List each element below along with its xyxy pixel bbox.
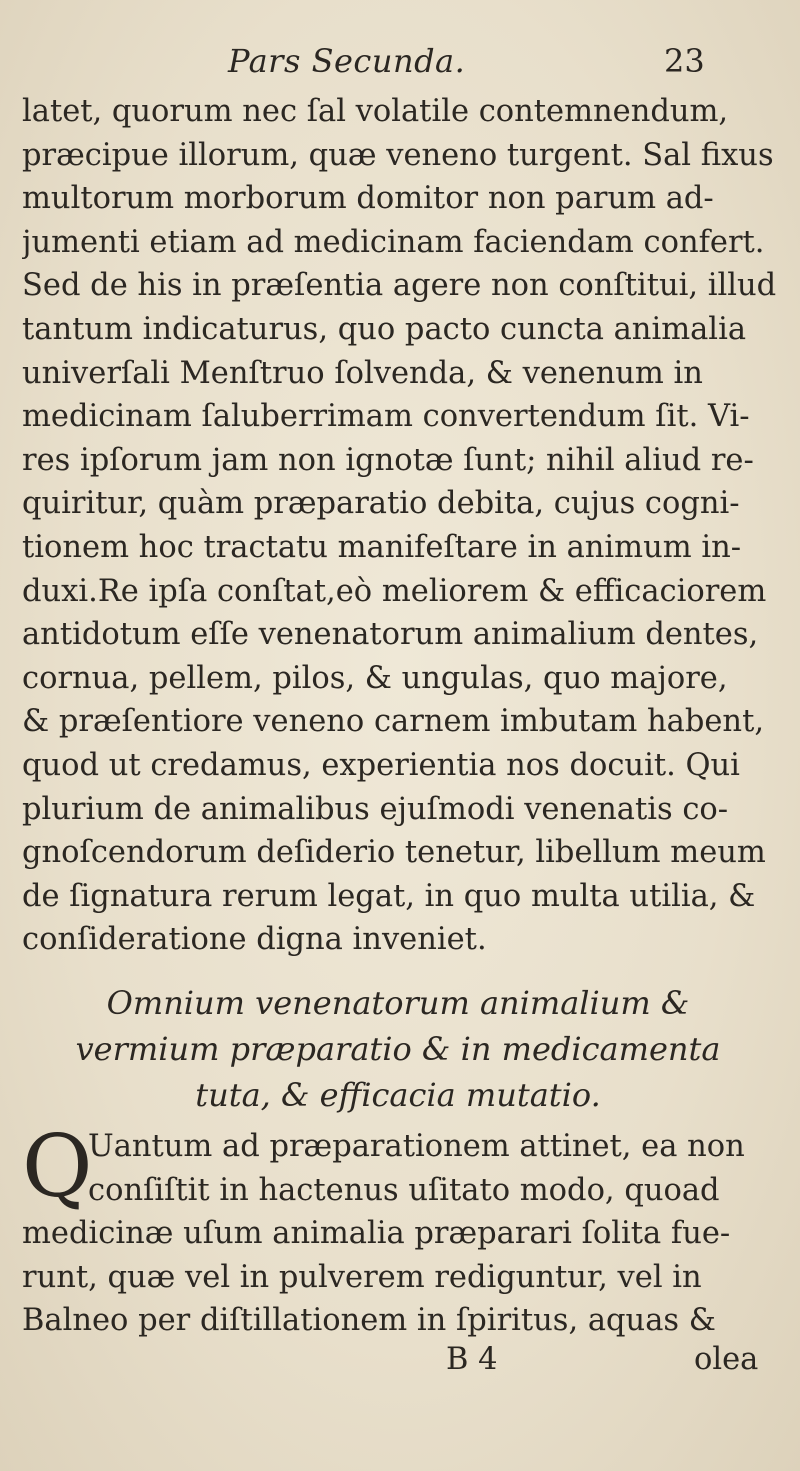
text-line: runt, quæ vel in pulverem rediguntur, vel in	[22, 1259, 702, 1295]
page-footer	[0, 1342, 800, 1386]
section-heading	[28, 980, 768, 1118]
heading-line: Omnium venenatorum animalium &	[106, 984, 690, 1022]
text-line: præcipue illorum, quæ veneno turgent. Sal fixus	[22, 137, 774, 173]
paragraph-2	[22, 1117, 782, 1343]
text-line: Sed de his in præſentia agere non conſtitui, illud	[22, 268, 777, 304]
signature-mark: B 4	[446, 1342, 498, 1377]
paragraph-1	[22, 90, 782, 962]
text-line: univerſali Menſtruo ſolvenda, & venenum in	[22, 355, 703, 391]
page-header	[0, 42, 800, 92]
text-line: antidotum eſſe venenatorum animalium dentes,	[22, 617, 759, 653]
text-line: conſideratione digna inveniet.	[22, 922, 487, 958]
drop-cap: Q	[22, 1117, 93, 1217]
text-line: medicinam ſaluberrimam convertendum ſit. Vi-	[22, 399, 750, 435]
text-line: multorum morborum domitor non parum ad-	[22, 181, 714, 217]
text-line: & præſentiore veneno carnem imbutam habent,	[22, 704, 765, 740]
text-line: tionem hoc tractatu manifeſtare in animum in-	[22, 529, 742, 565]
text-line: plurium de animalibus ejuſmodi venenatis co-	[22, 791, 729, 827]
text-line: conſiſtit in hactenus uſitato modo, quoad	[88, 1172, 720, 1208]
text-line: medicinæ uſum animalia præparari ſolita fue-	[22, 1216, 731, 1252]
page-number: 23	[664, 42, 705, 80]
heading-line: vermium præparatio & in medicamenta	[75, 1030, 721, 1068]
text-line: jumenti etiam ad medicinam faciendam confert.	[22, 224, 765, 260]
running-head: Pars Secunda.	[228, 42, 466, 80]
heading-line: tuta, & efficacia mutatio.	[195, 1076, 601, 1114]
text-line: gnoſcendorum deſiderio tenetur, libellum meum	[22, 835, 766, 871]
text-line: quod ut credamus, experientia nos docuit. Qui	[22, 747, 740, 783]
text-line: cornua, pellem, pilos, & ungulas, quo majore,	[22, 660, 728, 696]
text-line: Balneo per diſtillationem in ſpiritus, aquas &	[22, 1303, 716, 1339]
text-line: quiritur, quàm præparatio debita, cujus cogni-	[22, 486, 740, 522]
text-line: tantum indicaturus, quo pacto cuncta animalia	[22, 311, 747, 347]
catchword: olea	[694, 1342, 759, 1377]
text-line: latet, quorum nec ſal volatile contemnendum,	[22, 94, 729, 129]
text-line: res ipſorum jam non ignotæ ſunt; nihil aliud re-	[22, 442, 754, 478]
text-line: de ſignatura rerum legat, in quo multa utilia, &	[22, 878, 756, 914]
text-line: duxi.Re ipſa conſtat,eò meliorem & efficaciorem	[22, 573, 767, 609]
text-line: Uantum ad præparationem attinet, ea non	[88, 1129, 745, 1164]
